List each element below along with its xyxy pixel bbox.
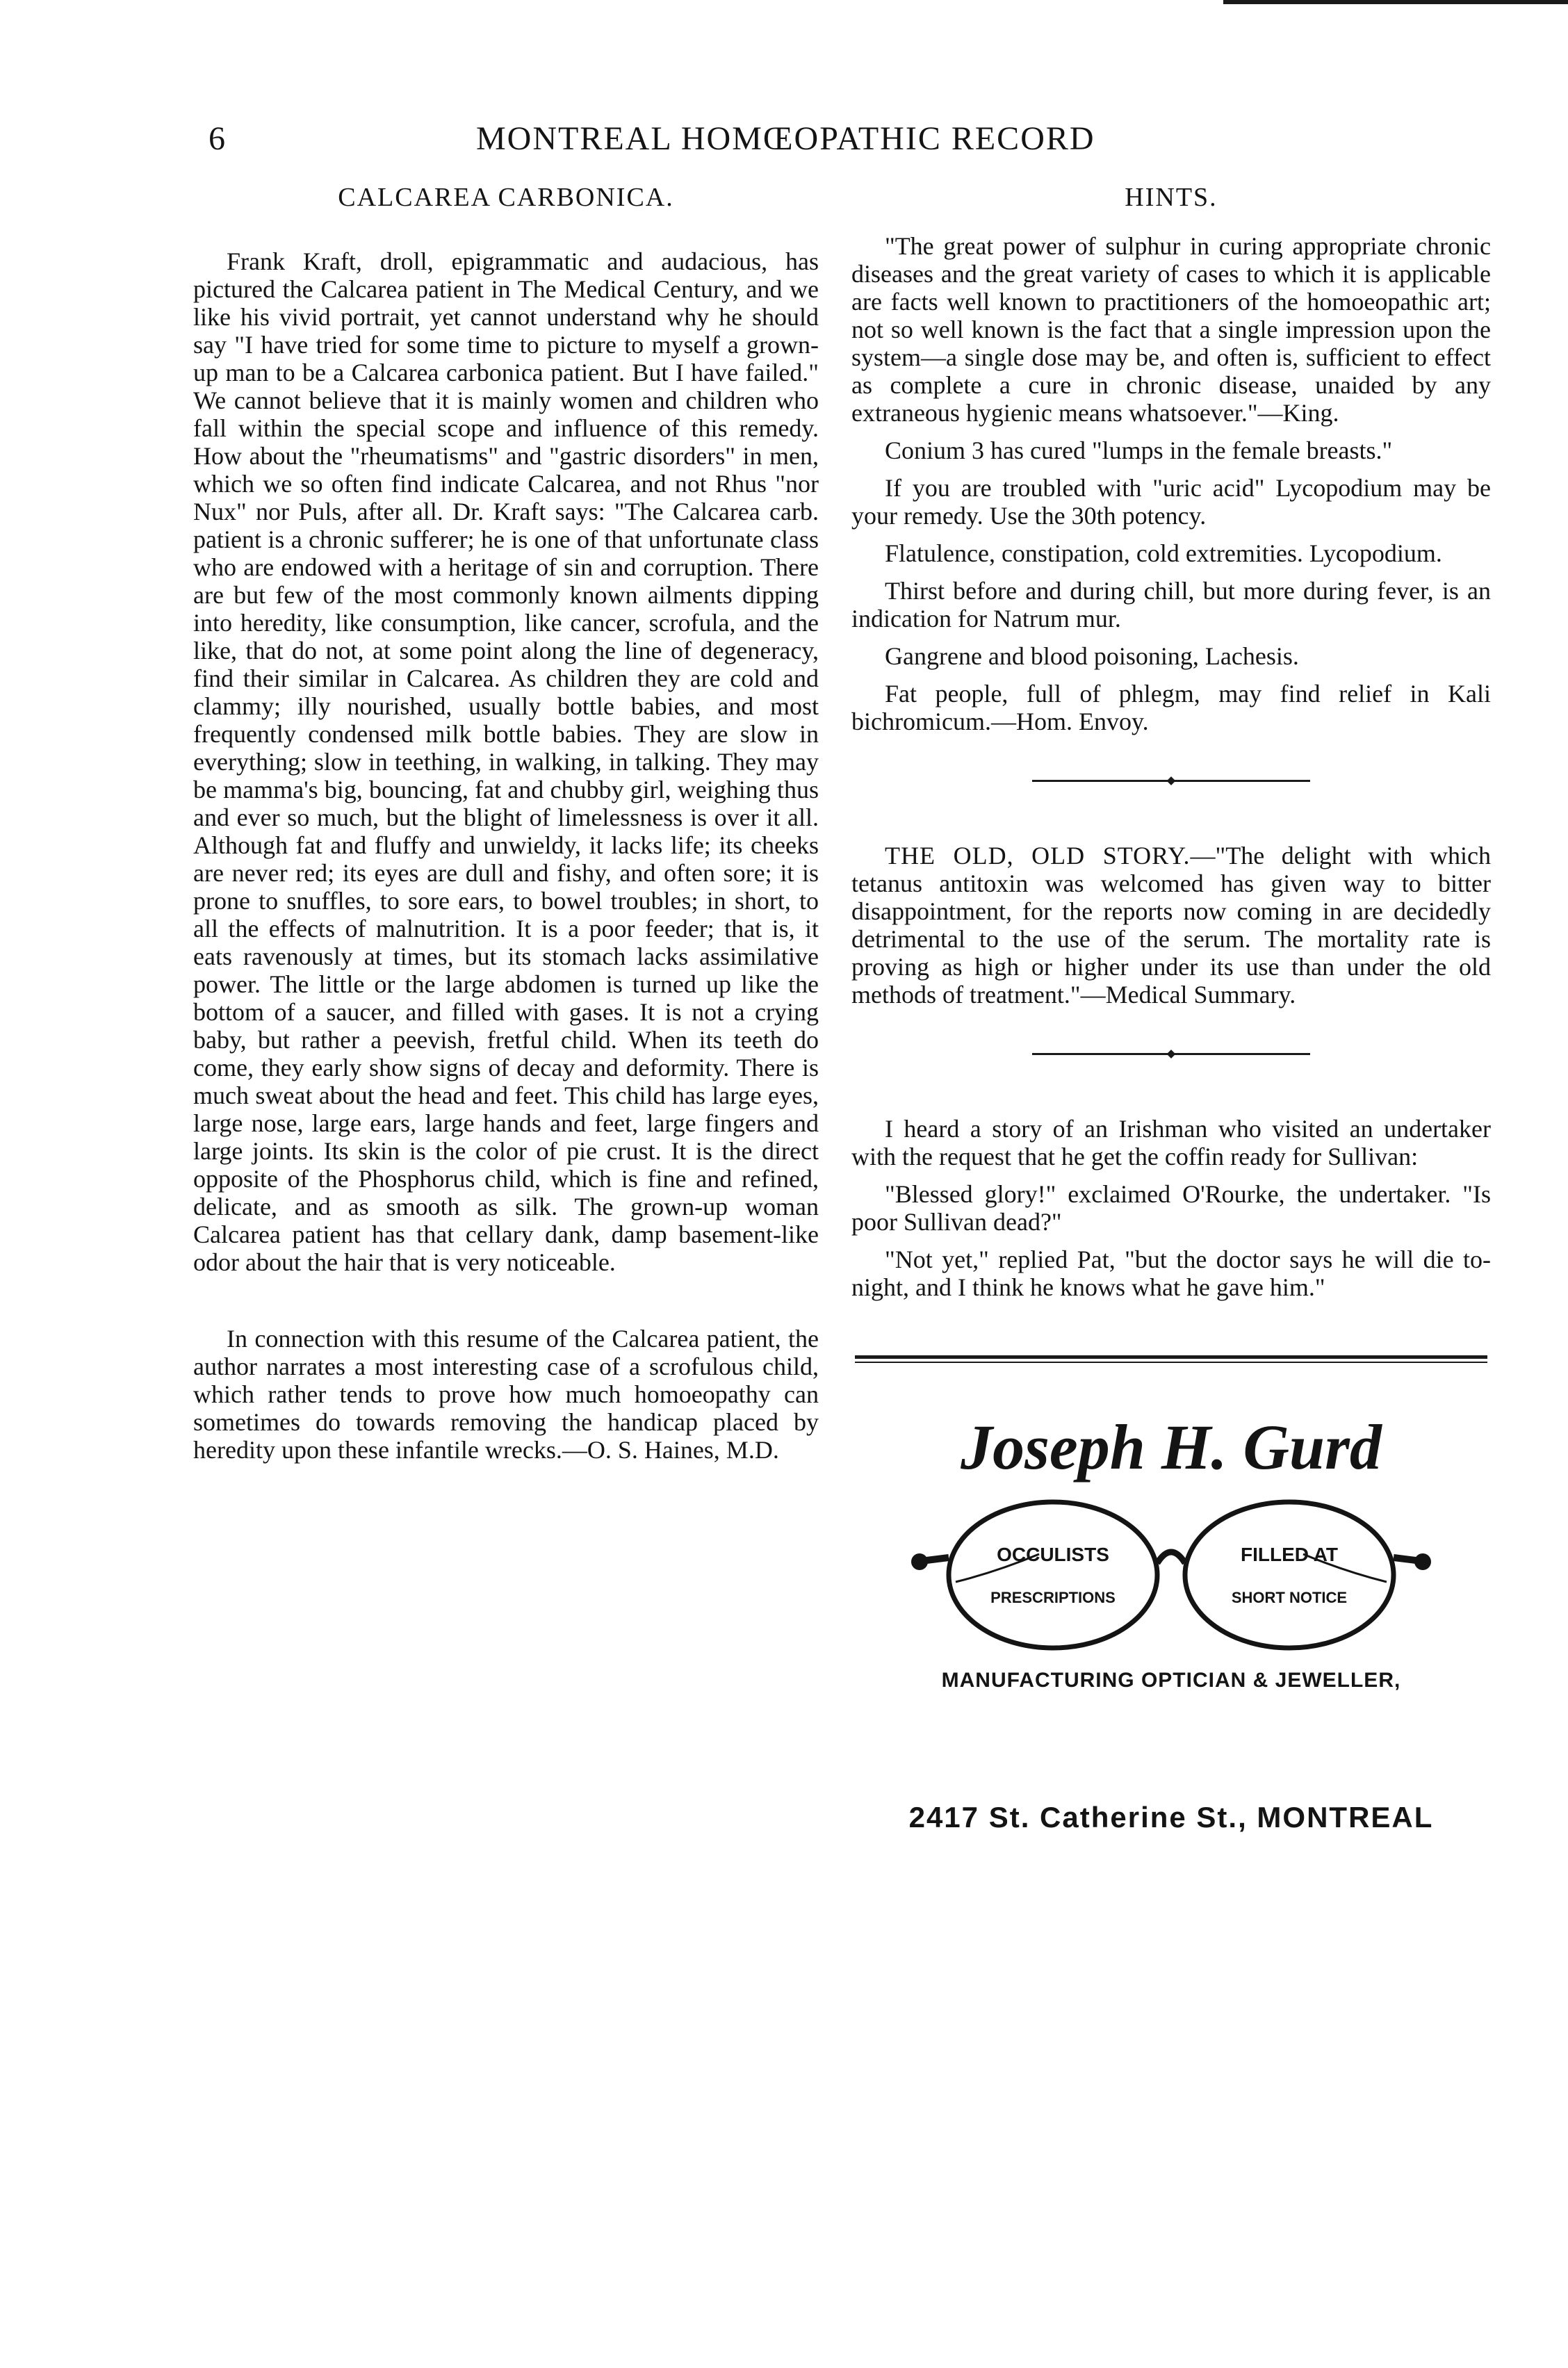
article-paragraph: Frank Kraft, droll, epigrammatic and audacious, has pictured the Calcarea patient in The Medical Century, and we like his vivid portrait, yet cannot understand why he should say "I have tried for some time to picture to myself a grown-up man to be a Calcarea carbonica patient. But I have failed." We cannot believe that it is mainly women and children who fall within the special scope and influence of this remedy. How about the "rheumatisms" and "gastric disorders" in men, which we so often find indicate Calcarea, and not Rhus "nor Nux" nor Puls, after all. Dr. Kraft says: "The Calcarea carb. patient is a chronic sufferer; he is one of that unfortunate class who are endowed with a heritage of sin and corruption. There are but few of the most commonly known ailments dipping into heredity, like consumption, like cancer, scrofula, and the like, that do not, at some point along the line of degeneracy, find their similar in Calcarea. As children they are cold and clammy; illy nourished, usually bottle babies, and most frequently condensed milk bottle babies. They are slow in everything; slow in teething, in walking, in talking. They may be mamma's big, bouncing, fat and chubby girl, weighing thus and ever so much, but the blight of limelessness is over it all. Although fat and fluffy and unwieldy, it lacks life; its cheeks are never red; its eyes are dull and fishy, and often sore; it is prone to snuffles, to sore ears, to bowel troubles; in short, to all the effects of malnutrition. It is a poor feeder; that is, it eats ravenously at times, but its stomach lacks assimilative power. The little or the large abdomen is turned up like the bottom of a saucer, and filled with gases. It is not a crying baby, but rather a peevish, fretful child. When its teeth do come, they early show signs of decay and deformity. There is much sweat about the head and feet. This child has large eyes, large nose, large ears, large hands and feet, large fingers and large joints. Its skin is the color of pie crust. It is the direct opposite of the Phosphorus child, which is fine and refined, delicate, and as smooth as silk. The grown-up woman Calcarea patient has that cellary dank, damp basement-like odor about the hair that is very noticeable. [193, 247, 819, 1276]
section-divider [1032, 1053, 1310, 1055]
running-title: MONTREAL HOMŒOPATHIC RECORD [476, 120, 1095, 157]
hint-item: Gangrene and blood poisoning, Lachesis. [885, 642, 1299, 670]
section-divider [1032, 780, 1310, 782]
hint-item: Flatulence, constipation, cold extremities. Lycopodium. [885, 539, 1442, 567]
hint-item: Fat people, full of phlegm, may find relief in Kali bichromicum.—Hom. Envoy. [851, 680, 1491, 735]
page-header [209, 120, 1515, 175]
optician-address: 2417 St. Catherine St., MONTREAL [908, 1801, 1434, 1834]
hints-title: HINTS. [1125, 183, 1218, 212]
optician-trade: MANUFACTURING OPTICIAN & JEWELLER, [941, 1669, 1401, 1692]
old-story-text: —"The delight with which tetanus antitoxin was welcomed has given way to bitter disappointment, for the reports now coming in are decidedly detrimental to the use of the serum. The mortality rate is proving as high or higher under its use than under the old methods of treatment."—Medical Summary. [851, 842, 1491, 1009]
left-column [193, 182, 819, 1464]
optician-name: Joseph H. Gurd [961, 1412, 1382, 1483]
spectacles-icon [926, 1502, 1416, 1648]
anecdote-paragraph: I heard a story of an Irishman who visited an undertaker with the request that he get the coffin ready for Sullivan: [851, 1115, 1491, 1170]
old-story-title: THE OLD, OLD STORY. [885, 842, 1191, 869]
optician-advertisement [851, 1405, 1491, 1877]
anecdote-paragraph: "Not yet," replied Pat, "but the doctor says he will die to-night, and I think he knows what he gave him." [851, 1246, 1491, 1301]
right-lens-top-text: FILLED AT [1241, 1544, 1338, 1565]
article-title: CALCAREA CARBONICA. [338, 183, 674, 212]
top-edge-rule [1223, 0, 1568, 4]
hint-item: Thirst before and during chill, but more during fever, is an indication for Natrum mur. [851, 577, 1491, 632]
divider-ornament [1167, 776, 1176, 785]
divider-ornament [1167, 1050, 1176, 1059]
hint-item: Conium 3 has cured "lumps in the female breasts." [885, 436, 1393, 464]
right-column [851, 182, 1491, 1877]
anecdote-paragraph: "Blessed glory!" exclaimed O'Rourke, the undertaker. "Is poor Sullivan dead?" [851, 1180, 1491, 1236]
left-temple-knob-icon [911, 1553, 928, 1570]
optician-logo-graphic [851, 1405, 1491, 1669]
right-temple-knob-icon [1414, 1553, 1431, 1570]
page-number: 6 [209, 120, 225, 157]
hint-item: "The great power of sulphur in curing appropriate chronic diseases and the great variety of cases to which it is applicable are facts well known to practitioners of the homoeopathic art; not so well known is the fact that a single impression upon the system—a single dose may be, and often is, sufficient to effect as complete a cure in chronic disease, unaided by any extraneous hygienic means whatsoever."—King. [851, 232, 1491, 427]
hint-item: If you are troubled with "uric acid" Lycopodium may be your remedy. Use the 30th potency. [851, 474, 1491, 530]
advertisement-rule [855, 1355, 1487, 1363]
article-paragraph: In connection with this resume of the Calcarea patient, the author narrates a most interesting case of a scrofulous child, which rather tends to prove how much homoeopathy can sometimes do towards removing the handicap placed by heredity upon these infantile wrecks.—O. S. Haines, M.D. [193, 1325, 819, 1464]
right-lens-bottom-text: SHORT NOTICE [1231, 1589, 1348, 1606]
hints-list [851, 232, 1491, 735]
left-lens-top-text: OCCULISTS [997, 1544, 1109, 1565]
old-story-paragraph [851, 842, 1491, 1009]
left-lens-bottom-text: PRESCRIPTIONS [990, 1589, 1116, 1606]
